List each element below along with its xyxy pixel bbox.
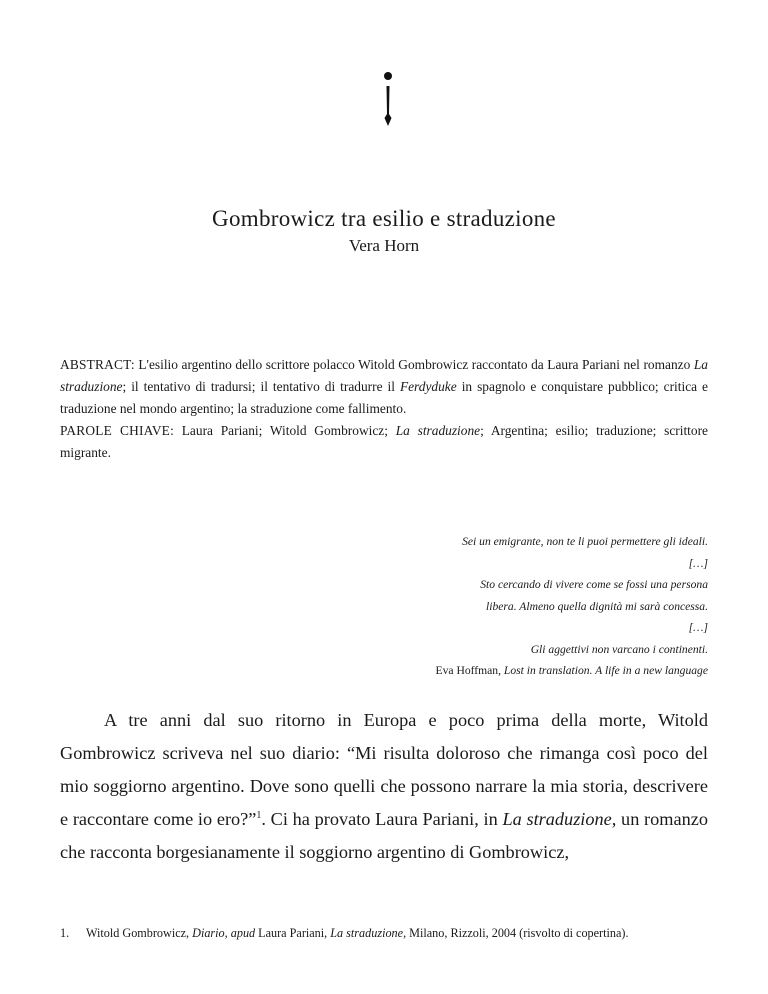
epigraph-line: Sei un emigrante, non te li puoi permettere gli ideali. xyxy=(462,535,708,548)
epigraph-line: Gli aggettivi non varcano i continenti. xyxy=(530,642,708,656)
article-author: Vera Horn xyxy=(348,236,420,255)
ink-drop-ornament-icon xyxy=(370,68,406,128)
footnote-text: , xyxy=(224,926,231,940)
body-book-title: La straduzione xyxy=(502,809,612,829)
keywords-text: Laura Pariani; Witold Gombrowicz; xyxy=(173,423,396,438)
footnote-reference[interactable]: 1 xyxy=(256,810,262,821)
keywords-text: ; Argentina; esilio; traduzione; scrittore migrante. xyxy=(60,423,708,460)
abstract-book-title: La straduzione xyxy=(60,357,708,394)
epigraph-line: libera. Almeno quella dignità mi sarà concessa. xyxy=(486,599,708,613)
keywords-label: PAROLE CHIAVE: xyxy=(60,423,174,438)
epigraph-attribution xyxy=(300,660,708,682)
body-paragraph xyxy=(60,704,708,869)
epigraph-attribution-title: Lost in translation. A life in a new language xyxy=(503,664,708,677)
body-text-span: , un romanzo che racconta borgesianamente il soggiorno argentino di Gombrowicz, xyxy=(60,809,708,862)
footnote-text: , Milano, Rizzoli, 2004 (risvolto di copertina). xyxy=(403,926,629,940)
keywords-paragraph xyxy=(60,420,708,464)
keywords-book-title: La straduzione xyxy=(395,423,481,438)
epigraph-line: Sto cercando di vivere come se fossi una persona xyxy=(480,578,708,591)
footnote xyxy=(60,926,720,941)
epigraph-ellipsis: […] xyxy=(688,556,708,570)
body-text-span: . Ci ha provato Laura Pariani, in xyxy=(261,809,503,829)
abstract-text: in spagnolo e conquistare pubblico; critica e traduzione nel mondo argentino; la straduzione come fallimento. xyxy=(60,379,709,416)
body-text-span: A tre anni dal suo ritorno in Europa e poco prima della morte, Witold Gombrowicz scriveva nel suo diario: “Mi risulta doloroso che rimanga così poco del mio soggiorno argentino. Dove sono quelli che possono narrare la mia storia, descrivere e raccontare come io ero?” xyxy=(60,710,708,829)
footnote-book-title: La straduzione xyxy=(330,926,404,940)
abstract-text: ; il tentativo di tradursi; il tentativo di tradurre il xyxy=(122,379,400,394)
abstract-text: L'esilio argentino dello scrittore polacco Witold Gombrowicz raccontato da Laura Pariani nel romanzo xyxy=(134,357,694,372)
abstract-paragraph xyxy=(60,354,708,420)
footnote-work-title: Diario xyxy=(192,926,225,940)
article-title: Gombrowicz tra esilio e straduzione xyxy=(212,206,556,231)
abstract-label: ABSTRACT: xyxy=(60,357,135,372)
epigraph-ellipsis: […] xyxy=(688,621,708,634)
body-text xyxy=(60,704,708,869)
footnote-text: Witold Gombrowicz, xyxy=(86,926,193,940)
footnote-text: Laura Pariani, xyxy=(255,926,331,940)
epigraph-attribution-author: Eva Hoffman, xyxy=(435,664,504,677)
abstract-block xyxy=(60,354,708,464)
abstract-book-title: Ferdyduke xyxy=(399,379,457,394)
epigraph xyxy=(300,531,708,682)
footnote-apud: apud xyxy=(230,926,256,940)
footnote-number: 1. xyxy=(60,926,70,940)
